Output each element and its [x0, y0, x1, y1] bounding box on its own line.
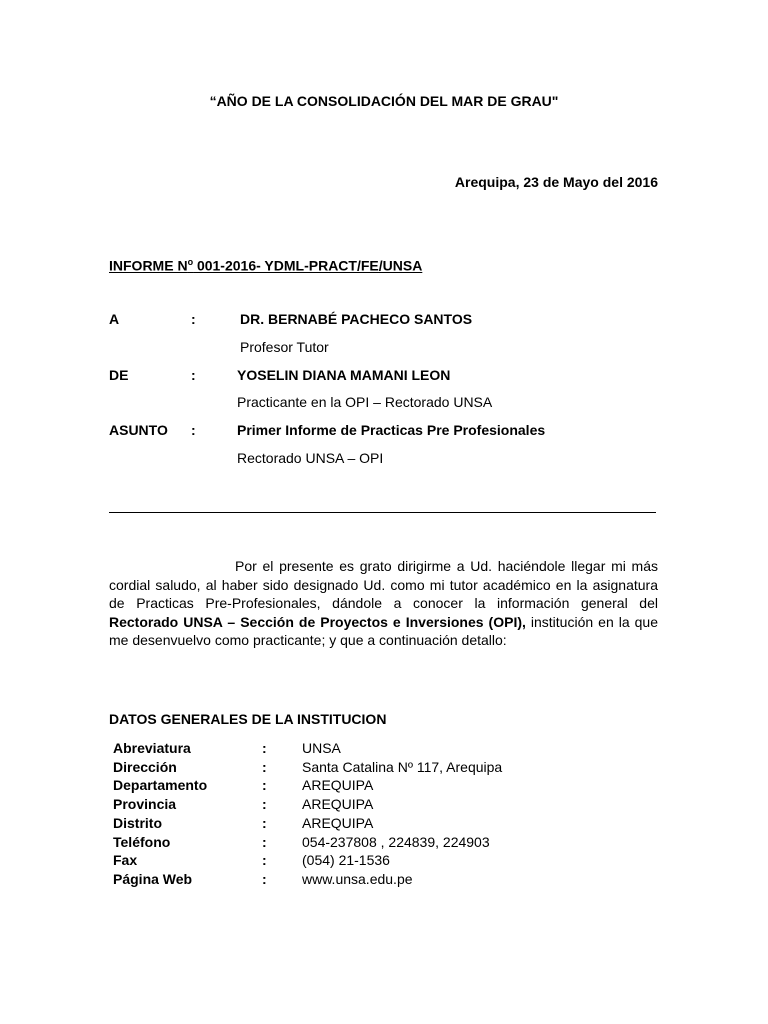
info-colon: : — [262, 777, 267, 794]
info-colon: : — [262, 796, 267, 813]
section-title: DATOS GENERALES DE LA INSTITUCION — [109, 711, 387, 727]
info-value: AREQUIPA — [302, 777, 374, 794]
info-row — [113, 758, 562, 777]
info-value: Santa Catalina Nº 117, Arequipa — [302, 758, 503, 775]
info-label: Página Web — [113, 870, 193, 887]
intro-text-part2: institución en la que me desenvuelvo como practicante; y que a continuación detallo: — [109, 613, 658, 649]
report-number-rest: 001-2016- YDML-PRACT/FE/UNSA — [193, 257, 423, 274]
report-number-sup: o — [187, 257, 194, 267]
report-number — [109, 257, 422, 274]
document-date: Arequipa, 23 de Mayo del 2016 — [454, 174, 658, 190]
subject-title: Primer Informe de Practicas Pre Profesionales — [237, 422, 546, 438]
recipient-role: Profesor Tutor — [240, 339, 329, 355]
info-row — [113, 739, 562, 758]
document-motto: “AÑO DE LA CONSOLIDACIÓN DEL MAR DE GRAU" — [209, 93, 559, 109]
info-colon: : — [262, 852, 267, 869]
sender-name: YOSELIN DIANA MAMANI LEON — [237, 367, 451, 383]
divider-line — [109, 512, 656, 513]
info-value: AREQUIPA — [302, 814, 374, 831]
info-label: Distrito — [113, 814, 162, 831]
intro-text-bold: Rectorado UNSA – Sección de Proyectos e Inversiones (OPI), — [109, 613, 526, 630]
info-colon: : — [262, 758, 267, 775]
to-key: A — [109, 311, 120, 327]
info-label: Fax — [113, 852, 138, 869]
info-row — [113, 814, 562, 833]
intro-paragraph — [109, 557, 658, 650]
info-label: Dirección — [113, 758, 177, 775]
from-key: DE — [109, 367, 129, 383]
info-value: AREQUIPA — [302, 796, 374, 813]
info-colon: : — [262, 870, 267, 887]
to-colon: : — [191, 311, 196, 327]
info-label: Departamento — [113, 777, 208, 794]
info-value: UNSA — [302, 740, 341, 756]
info-colon: : — [262, 814, 267, 831]
info-colon: : — [262, 833, 267, 850]
subject-key: ASUNTO — [109, 422, 168, 438]
info-row — [113, 776, 562, 795]
info-row — [113, 833, 562, 852]
info-value: 054-237808 , 224839, 224903 — [302, 833, 490, 850]
info-label: Teléfono — [113, 833, 171, 850]
recipient-name: DR. BERNABÉ PACHECO SANTOS — [240, 311, 473, 327]
subject-detail: Rectorado UNSA – OPI — [237, 450, 384, 466]
info-value: (054) 21-1536 — [302, 852, 390, 869]
info-colon: : — [262, 740, 267, 756]
info-row — [113, 851, 562, 870]
institution-info-table — [113, 739, 562, 889]
info-label: Abreviatura — [113, 740, 191, 756]
from-colon: : — [191, 367, 196, 383]
info-row — [113, 795, 562, 814]
info-value: www.unsa.edu.pe — [302, 870, 413, 887]
sender-role: Practicante en la OPI – Rectorado UNSA — [237, 394, 493, 410]
info-row — [113, 870, 562, 889]
subject-colon: : — [191, 422, 196, 438]
intro-text-part1: Por el presente es grato dirigirme a Ud. haciéndole llegar mi más cordial saludo, al haber sido designado Ud. como mi tutor académico en la asignatura de Practicas Pre-Profesionales, dándole a conocer la información general del — [109, 558, 658, 612]
info-label: Provincia — [113, 796, 177, 813]
institution-info-body — [113, 739, 562, 889]
report-number-prefix: INFORME N — [109, 257, 188, 274]
